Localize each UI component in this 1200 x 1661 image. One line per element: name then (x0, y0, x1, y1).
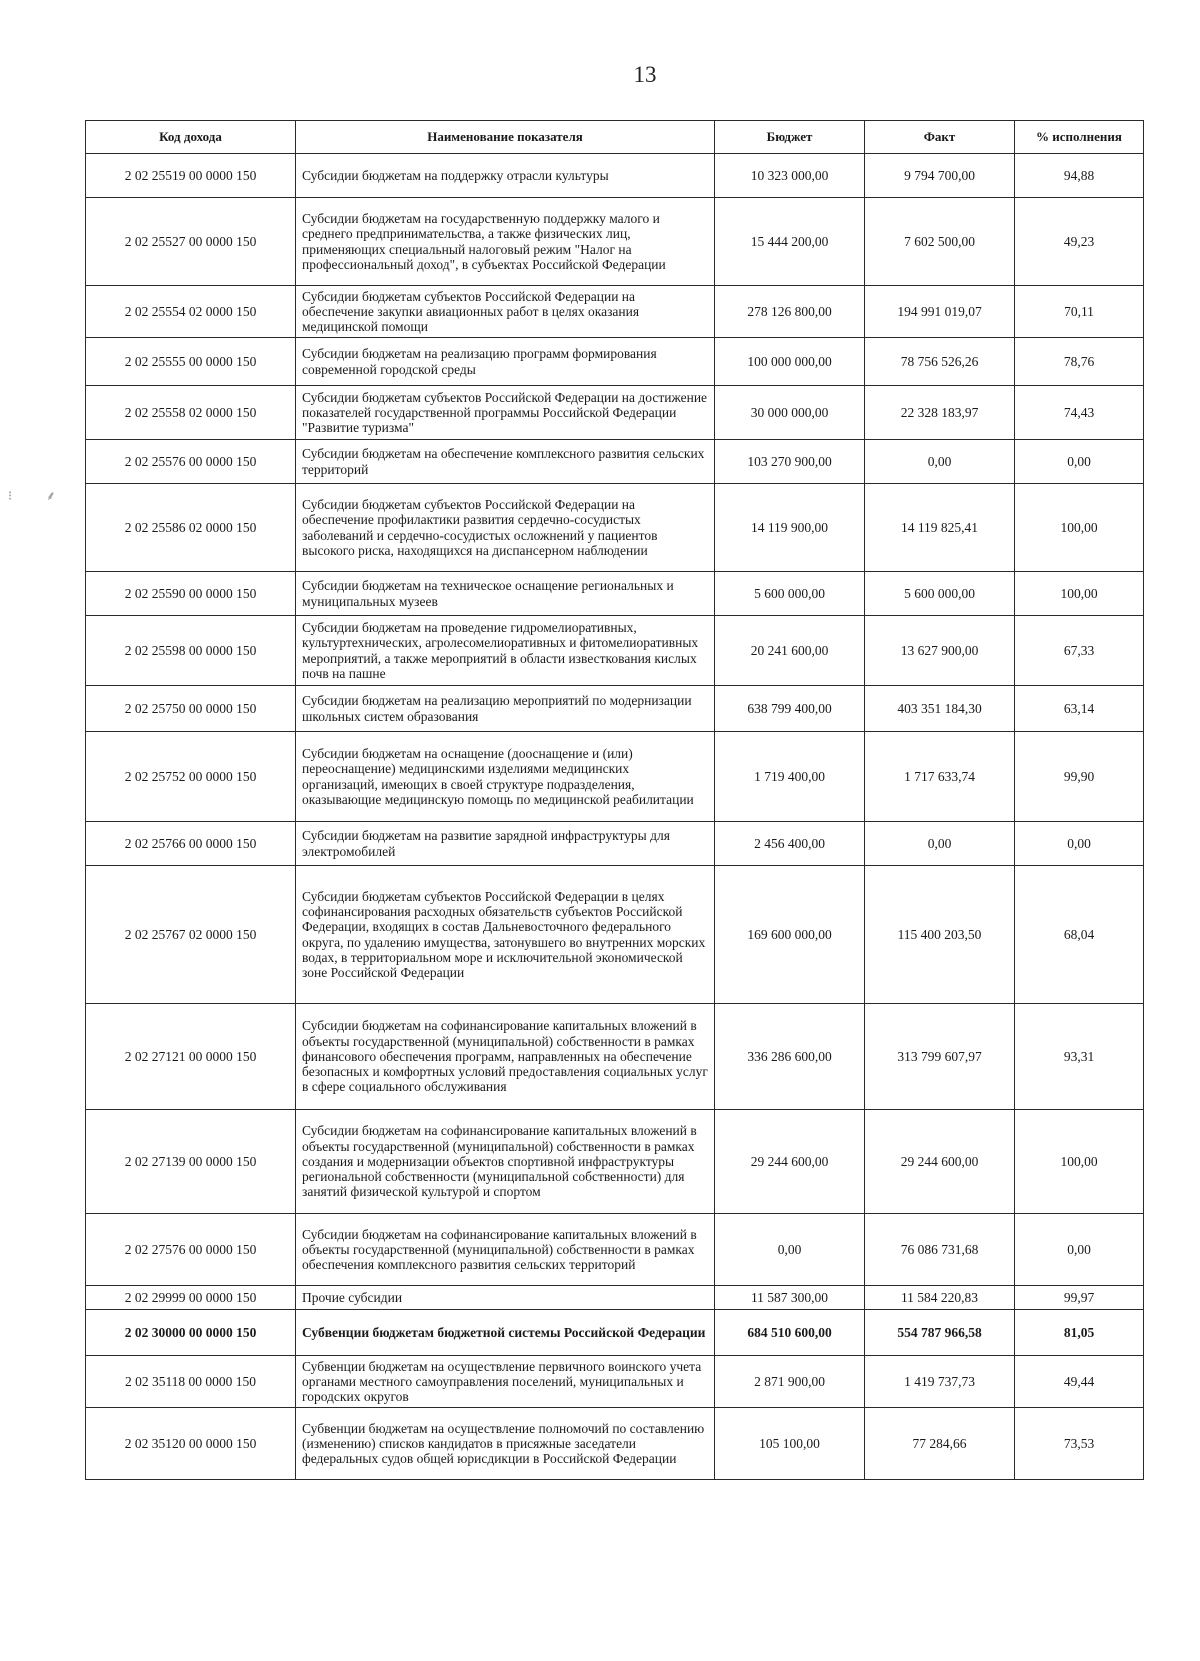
name-cell: Субсидии бюджетам на реализацию программ формирования современной городской среды (296, 338, 715, 386)
page-number: 13 (633, 62, 657, 87)
table-row (86, 1004, 1144, 1110)
table-row (86, 1286, 1144, 1310)
percent-cell: 0,00 (1015, 1214, 1144, 1286)
fact-cell: 554 787 966,58 (865, 1310, 1015, 1356)
fact-cell: 194 991 019,07 (865, 286, 1015, 338)
name-cell: Субсидии бюджетам на софинансирование капитальных вложений в объекты государственной (муниципальной) собственности в рамках обеспечения комплексного развития сельских территорий (296, 1214, 715, 1286)
budget-cell: 10 323 000,00 (715, 154, 865, 198)
scan-speck: ⸙ (46, 488, 56, 503)
code-cell: 2 02 27121 00 0000 150 (86, 1004, 296, 1110)
code-cell: 2 02 29999 00 0000 150 (86, 1286, 296, 1310)
budget-cell: 278 126 800,00 (715, 286, 865, 338)
budget-cell: 11 587 300,00 (715, 1286, 865, 1310)
code-cell: 2 02 25555 00 0000 150 (86, 338, 296, 386)
percent-cell: 0,00 (1015, 440, 1144, 484)
table-header-row (86, 121, 1144, 154)
fact-cell: 22 328 183,97 (865, 386, 1015, 440)
fact-cell: 1 419 737,73 (865, 1356, 1015, 1408)
budget-cell: 2 871 900,00 (715, 1356, 865, 1408)
code-cell: 2 02 27139 00 0000 150 (86, 1110, 296, 1214)
code-cell: 2 02 25519 00 0000 150 (86, 154, 296, 198)
fact-cell: 11 584 220,83 (865, 1286, 1015, 1310)
name-cell: Субсидии бюджетам субъектов Российской Федерации на достижение показателей государственной программы Российской Федерации "Развитие туризма" (296, 386, 715, 440)
percent-cell: 49,23 (1015, 198, 1144, 286)
table-row (86, 686, 1144, 732)
percent-cell: 63,14 (1015, 686, 1144, 732)
table-row (86, 822, 1144, 866)
fact-cell: 403 351 184,30 (865, 686, 1015, 732)
code-cell: 2 02 25576 00 0000 150 (86, 440, 296, 484)
table-row (86, 1310, 1144, 1356)
table-row (86, 732, 1144, 822)
percent-cell: 99,90 (1015, 732, 1144, 822)
code-cell: 2 02 27576 00 0000 150 (86, 1214, 296, 1286)
budget-cell: 103 270 900,00 (715, 440, 865, 484)
name-cell: Субвенции бюджетам на осуществление полномочий по составлению (изменению) списков кандидатов в присяжные заседатели федеральных судов общей юрисдикции в Российской Федерации (296, 1408, 715, 1480)
percent-cell: 68,04 (1015, 866, 1144, 1004)
fact-cell: 78 756 526,26 (865, 338, 1015, 386)
name-cell: Субсидии бюджетам на реализацию мероприятий по модернизации школьных систем образования (296, 686, 715, 732)
percent-cell: 99,97 (1015, 1286, 1144, 1310)
table-row (86, 484, 1144, 572)
budget-cell: 14 119 900,00 (715, 484, 865, 572)
code-cell: 2 02 25554 02 0000 150 (86, 286, 296, 338)
name-cell: Субсидии бюджетам на техническое оснащение региональных и муниципальных музеев (296, 572, 715, 616)
name-cell: Субсидии бюджетам на проведение гидромелиоративных, культуртехнических, агролесомелиоративных и фитомелиоративных мероприятий, а также мероприятий в области известкования кислых почв на пашне (296, 616, 715, 686)
percent-cell: 94,88 (1015, 154, 1144, 198)
table-row (86, 1356, 1144, 1408)
table-row (86, 1408, 1144, 1480)
fact-cell: 14 119 825,41 (865, 484, 1015, 572)
code-cell: 2 02 25598 00 0000 150 (86, 616, 296, 686)
budget-cell: 684 510 600,00 (715, 1310, 865, 1356)
percent-cell: 0,00 (1015, 822, 1144, 866)
header-percent: % исполнения (1015, 121, 1144, 154)
table-row (86, 286, 1144, 338)
percent-cell: 74,43 (1015, 386, 1144, 440)
table-row (86, 154, 1144, 198)
name-cell: Субсидии бюджетам субъектов Российской Федерации в целях софинансирования расходных обязательств субъектов Российской Федерации, входящих в состав Дальневосточного федерального округа, по удалению имущества, затонувшего во внутренних морских водах, в территориальном море и исключительной экономической зоне Российской Федерации (296, 866, 715, 1004)
table-row (86, 866, 1144, 1004)
fact-cell: 76 086 731,68 (865, 1214, 1015, 1286)
percent-cell: 73,53 (1015, 1408, 1144, 1480)
name-cell: Субсидии бюджетам на обеспечение комплексного развития сельских территорий (296, 440, 715, 484)
header-code: Код дохода (86, 121, 296, 154)
code-cell: 2 02 35120 00 0000 150 (86, 1408, 296, 1480)
budget-cell: 5 600 000,00 (715, 572, 865, 616)
fact-cell: 1 717 633,74 (865, 732, 1015, 822)
header-budget: Бюджет (715, 121, 865, 154)
budget-cell: 0,00 (715, 1214, 865, 1286)
table-row (86, 1214, 1144, 1286)
budget-cell: 30 000 000,00 (715, 386, 865, 440)
name-cell: Субсидии бюджетам субъектов Российской Федерации на обеспечение профилактики развития сердечно-сосудистых заболеваний и сердечно-сосудистых осложнений у пациентов высокого риска, находящихся на диспансерном наблюдении (296, 484, 715, 572)
fact-cell: 29 244 600,00 (865, 1110, 1015, 1214)
name-cell: Субсидии бюджетам на софинансирование капитальных вложений в объекты государственной (муниципальной) собственности в рамках создания и модернизации объектов спортивной инфраструктуры региональной собственности (муниципальной собственности) для занятий физической культурой и спортом (296, 1110, 715, 1214)
percent-cell: 100,00 (1015, 572, 1144, 616)
fact-cell: 77 284,66 (865, 1408, 1015, 1480)
code-cell: 2 02 25767 02 0000 150 (86, 866, 296, 1004)
code-cell: 2 02 25766 00 0000 150 (86, 822, 296, 866)
scan-speck: ⁝ (8, 488, 13, 503)
table-row (86, 338, 1144, 386)
budget-cell: 15 444 200,00 (715, 198, 865, 286)
code-cell: 2 02 25590 00 0000 150 (86, 572, 296, 616)
percent-cell: 67,33 (1015, 616, 1144, 686)
fact-cell: 7 602 500,00 (865, 198, 1015, 286)
budget-cell: 1 719 400,00 (715, 732, 865, 822)
table-row (86, 1110, 1144, 1214)
code-cell: 2 02 25586 02 0000 150 (86, 484, 296, 572)
code-cell: 2 02 35118 00 0000 150 (86, 1356, 296, 1408)
name-cell: Субсидии бюджетам на софинансирование капитальных вложений в объекты государственной (муниципальной) собственности в рамках финансового обеспечения программ, направленных на обеспечение безопасных и комфортных условий предоставления социальных услуг в сфере социального обслуживания (296, 1004, 715, 1110)
table-row (86, 616, 1144, 686)
revenue-table (85, 120, 1144, 1480)
fact-cell: 0,00 (865, 440, 1015, 484)
budget-cell: 638 799 400,00 (715, 686, 865, 732)
name-cell: Субсидии бюджетам на государственную поддержку малого и среднего предпринимательства, а также физических лиц, применяющих специальный налоговый режим "Налог на профессиональный доход", в субъектах Российской Федерации (296, 198, 715, 286)
fact-cell: 0,00 (865, 822, 1015, 866)
percent-cell: 100,00 (1015, 484, 1144, 572)
percent-cell: 78,76 (1015, 338, 1144, 386)
header-name: Наименование показателя (296, 121, 715, 154)
fact-cell: 115 400 203,50 (865, 866, 1015, 1004)
table-row (86, 386, 1144, 440)
code-cell: 2 02 25750 00 0000 150 (86, 686, 296, 732)
header-fact: Факт (865, 121, 1015, 154)
budget-cell: 100 000 000,00 (715, 338, 865, 386)
fact-cell: 9 794 700,00 (865, 154, 1015, 198)
budget-cell: 20 241 600,00 (715, 616, 865, 686)
percent-cell: 100,00 (1015, 1110, 1144, 1214)
percent-cell: 70,11 (1015, 286, 1144, 338)
name-cell: Субсидии бюджетам субъектов Российской Федерации на обеспечение закупки авиационных работ в целях оказания медицинской помощи (296, 286, 715, 338)
name-cell: Субсидии бюджетам на развитие зарядной инфраструктуры для электромобилей (296, 822, 715, 866)
percent-cell: 49,44 (1015, 1356, 1144, 1408)
name-cell: Субсидии бюджетам на оснащение (дооснащение и (или) переоснащение) медицинскими изделиями медицинских организаций, имеющих в своей структуре подразделения, оказывающие медицинскую помощь по медицинской реабилитации (296, 732, 715, 822)
name-cell: Прочие субсидии (296, 1286, 715, 1310)
fact-cell: 313 799 607,97 (865, 1004, 1015, 1110)
budget-cell: 169 600 000,00 (715, 866, 865, 1004)
name-cell: Субсидии бюджетам на поддержку отрасли культуры (296, 154, 715, 198)
budget-cell: 2 456 400,00 (715, 822, 865, 866)
table-row (86, 572, 1144, 616)
table-row (86, 440, 1144, 484)
code-cell: 2 02 25752 00 0000 150 (86, 732, 296, 822)
budget-cell: 336 286 600,00 (715, 1004, 865, 1110)
code-cell: 2 02 30000 00 0000 150 (86, 1310, 296, 1356)
budget-cell: 29 244 600,00 (715, 1110, 865, 1214)
name-cell: Субвенции бюджетам на осуществление первичного воинского учета органами местного самоуправления поселений, муниципальных и городских округов (296, 1356, 715, 1408)
code-cell: 2 02 25527 00 0000 150 (86, 198, 296, 286)
name-cell: Субвенции бюджетам бюджетной системы Российской Федерации (296, 1310, 715, 1356)
fact-cell: 13 627 900,00 (865, 616, 1015, 686)
budget-cell: 105 100,00 (715, 1408, 865, 1480)
fact-cell: 5 600 000,00 (865, 572, 1015, 616)
code-cell: 2 02 25558 02 0000 150 (86, 386, 296, 440)
table-row (86, 198, 1144, 286)
percent-cell: 93,31 (1015, 1004, 1144, 1110)
percent-cell: 81,05 (1015, 1310, 1144, 1356)
